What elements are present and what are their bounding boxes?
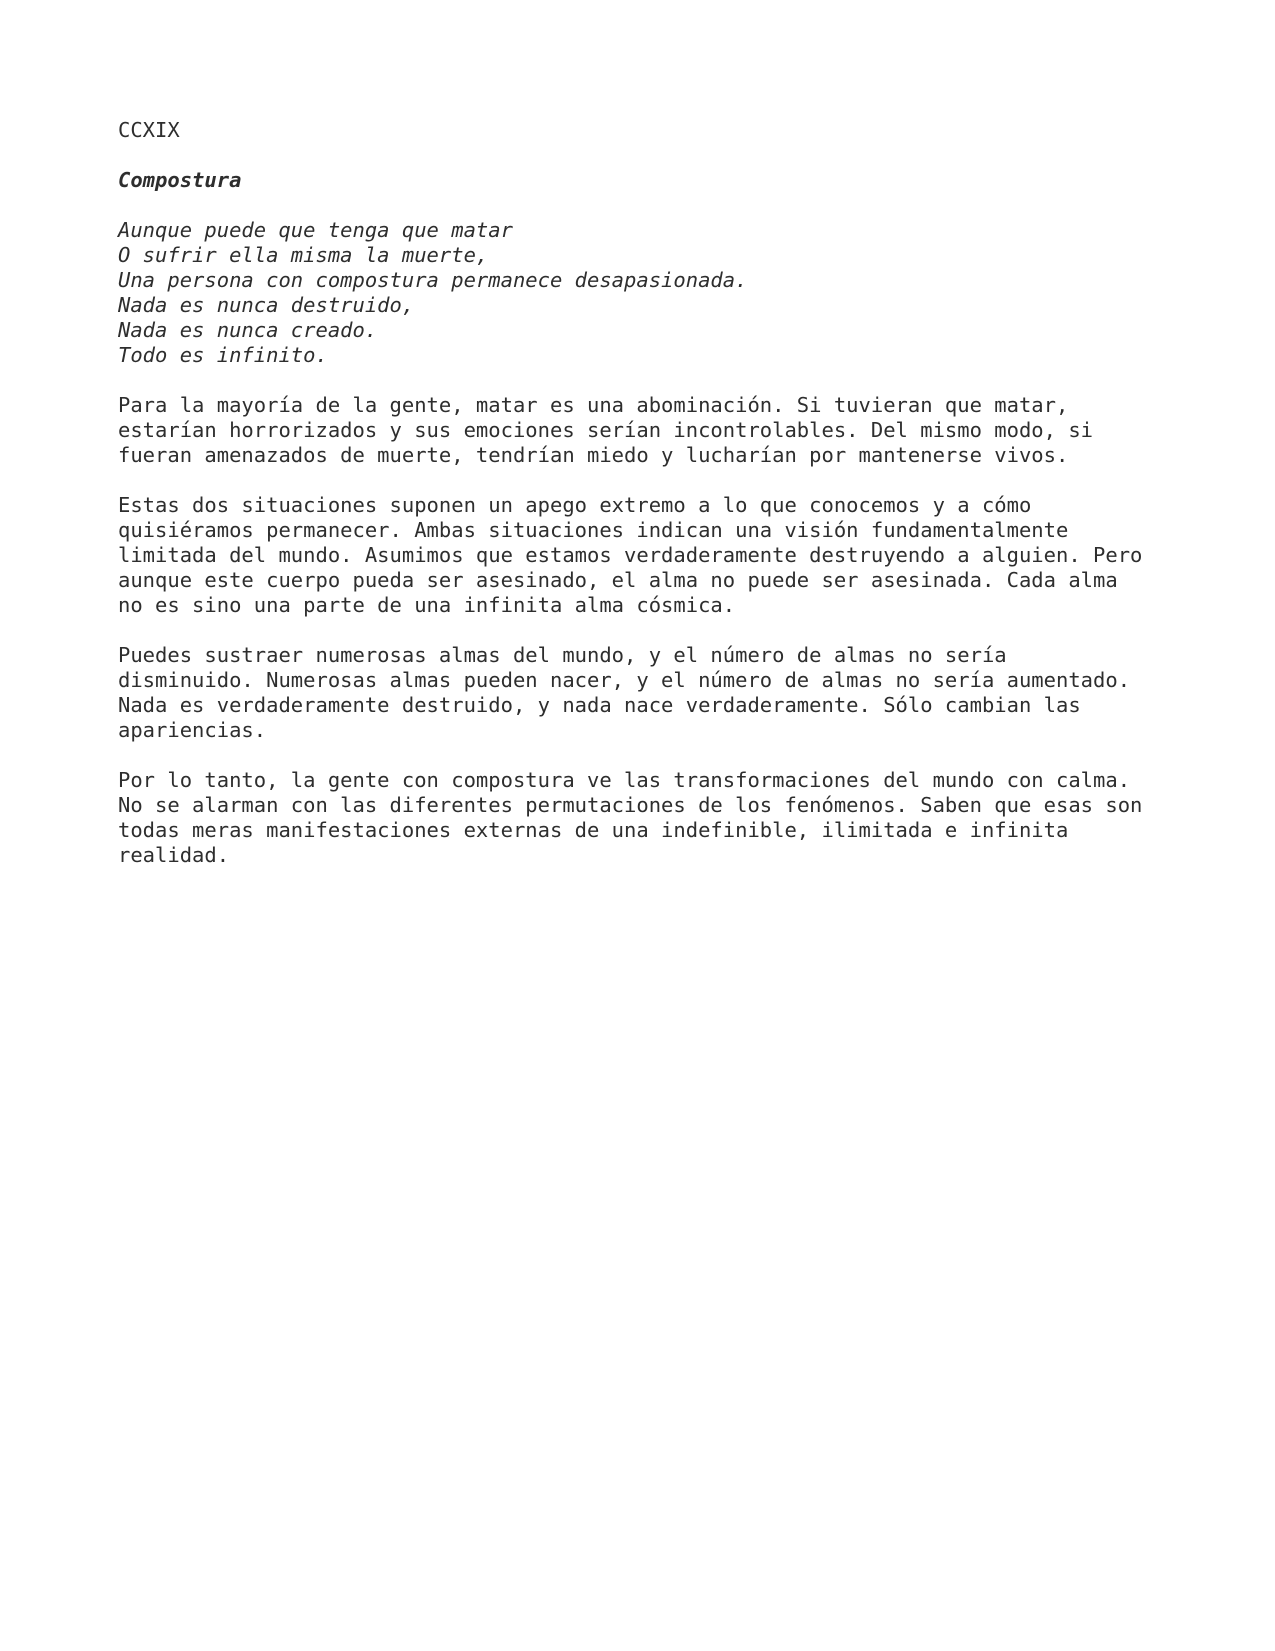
paragraph-line: limitada del mundo. Asumimos que estamos verdaderamente destruyendo a alguien. Pero	[118, 543, 1143, 567]
poem-line: Todo es infinito.	[118, 343, 328, 367]
poem-line: Nada es nunca creado.	[118, 318, 378, 342]
spacer	[118, 618, 1198, 643]
paragraph-line: Para la mayoría de la gente, matar es una abominación. Si tuvieran que matar,	[118, 393, 1069, 417]
poem-line: O sufrir ella misma la muerte,	[118, 243, 489, 267]
paragraph-line: Nada es verdaderamente destruido, y nada nace verdaderamente. Sólo cambian las	[118, 693, 1081, 717]
paragraph-line: quisiéramos permanecer. Ambas situaciones indican una visión fundamentalmente	[118, 518, 1069, 542]
chapter-number: CCXIX	[118, 118, 180, 142]
poem-line: Aunque puede que tenga que matar	[118, 218, 513, 242]
paragraph-line: fueran amenazados de muerte, tendrían miedo y lucharían por mantenerse vivos.	[118, 443, 1069, 467]
spacer	[118, 143, 1198, 168]
paragraph-2	[118, 493, 1198, 618]
spacer	[118, 743, 1198, 768]
paragraph-1	[118, 393, 1198, 468]
poem-stanza	[118, 218, 1198, 368]
paragraph-line: Puedes sustraer numerosas almas del mundo, y el número de almas no sería	[118, 643, 1007, 667]
paragraph-line: estarían horrorizados y sus emociones serían incontrolables. Del mismo modo, si	[118, 418, 1094, 442]
paragraph-line: No se alarman con las diferentes permutaciones de los fenómenos. Saben que esas son	[118, 793, 1143, 817]
paragraph-line: Por lo tanto, la gente con compostura ve las transformaciones del mundo con calma.	[118, 768, 1131, 792]
paragraph-line: todas meras manifestaciones externas de una indefinible, ilimitada e infinita	[118, 818, 1069, 842]
paragraph-4	[118, 768, 1198, 868]
paragraph-3	[118, 643, 1198, 743]
spacer	[118, 193, 1198, 218]
poem-line: Nada es nunca destruido,	[118, 293, 415, 317]
spacer	[118, 468, 1198, 493]
paragraph-line: apariencias.	[118, 718, 267, 742]
paragraph-line: disminuido. Numerosas almas pueden nacer, y el número de almas no sería aumentado.	[118, 668, 1131, 692]
paragraph-line: no es sino una parte de una infinita alma cósmica.	[118, 593, 736, 617]
chapter-title: Compostura	[118, 168, 242, 192]
spacer	[118, 368, 1198, 393]
paragraph-line: realidad.	[118, 843, 230, 867]
poem-line: Una persona con compostura permanece desapasionada.	[118, 268, 748, 292]
document-body	[118, 118, 1198, 868]
paragraph-line: Estas dos situaciones suponen un apego extremo a lo que conocemos y a cómo	[118, 493, 1032, 517]
paragraph-line: aunque este cuerpo pueda ser asesinado, el alma no puede ser asesinada. Cada alma	[118, 568, 1118, 592]
